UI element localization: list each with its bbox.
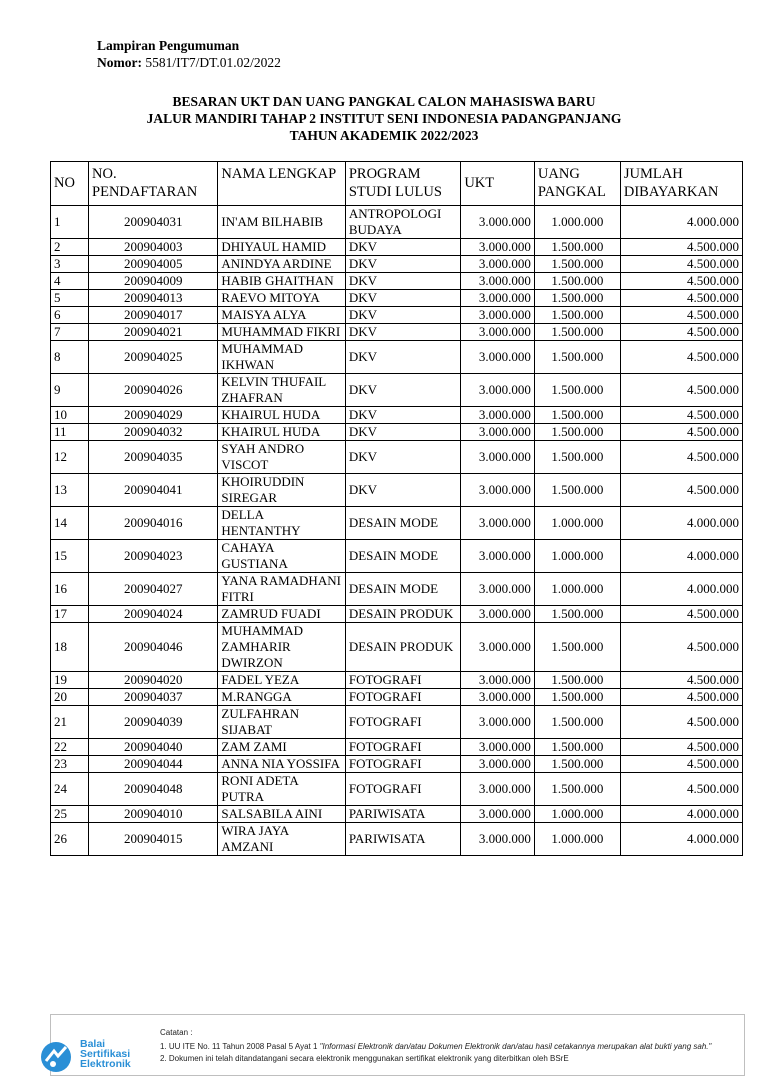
table-row bbox=[51, 256, 743, 273]
row-uang-pangkal: 1.000.000 bbox=[534, 206, 620, 239]
row-registration-number: 200904027 bbox=[89, 573, 218, 606]
row-study-program: FOTOGRAFI bbox=[345, 689, 460, 706]
row-total-payable: 4.500.000 bbox=[620, 441, 742, 474]
row-total-payable: 4.000.000 bbox=[620, 507, 742, 540]
row-uang-pangkal: 1.500.000 bbox=[534, 290, 620, 307]
row-full-name: DHIYAUL HAMID bbox=[218, 239, 345, 256]
row-ukt: 3.000.000 bbox=[461, 507, 535, 540]
row-no: 15 bbox=[51, 540, 89, 573]
row-uang-pangkal: 1.000.000 bbox=[534, 823, 620, 856]
row-study-program: DKV bbox=[345, 374, 460, 407]
row-full-name: RAEVO MITOYA bbox=[218, 290, 345, 307]
note-2: 2. Dokumen ini telah ditandatangani secara elektronik menggunakan sertifikat elektronik yang diterbitkan oleh BSrE bbox=[160, 1054, 569, 1063]
row-ukt: 3.000.000 bbox=[461, 689, 535, 706]
table-header-row bbox=[51, 162, 743, 206]
row-registration-number: 200904010 bbox=[89, 806, 218, 823]
row-ukt: 3.000.000 bbox=[461, 474, 535, 507]
row-ukt: 3.000.000 bbox=[461, 756, 535, 773]
row-study-program: DESAIN PRODUK bbox=[345, 606, 460, 623]
row-registration-number: 200904003 bbox=[89, 239, 218, 256]
row-total-payable: 4.500.000 bbox=[620, 374, 742, 407]
row-registration-number: 200904037 bbox=[89, 689, 218, 706]
row-ukt: 3.000.000 bbox=[461, 623, 535, 672]
row-registration-number: 200904025 bbox=[89, 341, 218, 374]
row-uang-pangkal: 1.500.000 bbox=[534, 672, 620, 689]
row-full-name: RONI ADETA PUTRA bbox=[218, 773, 345, 806]
row-total-payable: 4.500.000 bbox=[620, 424, 742, 441]
nomor-line bbox=[97, 54, 281, 71]
nomor-value: 5581/IT7/DT.01.02/2022 bbox=[145, 55, 281, 70]
row-registration-number: 200904031 bbox=[89, 206, 218, 239]
row-total-payable: 4.500.000 bbox=[620, 672, 742, 689]
row-uang-pangkal: 1.500.000 bbox=[534, 706, 620, 739]
row-ukt: 3.000.000 bbox=[461, 773, 535, 806]
row-full-name: MUHAMMAD ZAMHARIR DWIRZON bbox=[218, 623, 345, 672]
row-study-program: DESAIN MODE bbox=[345, 540, 460, 573]
row-total-payable: 4.500.000 bbox=[620, 773, 742, 806]
row-uang-pangkal: 1.500.000 bbox=[534, 773, 620, 806]
row-registration-number: 200904017 bbox=[89, 307, 218, 324]
row-uang-pangkal: 1.500.000 bbox=[534, 273, 620, 290]
row-ukt: 3.000.000 bbox=[461, 273, 535, 290]
row-uang-pangkal: 1.000.000 bbox=[534, 806, 620, 823]
row-study-program: FOTOGRAFI bbox=[345, 706, 460, 739]
row-total-payable: 4.500.000 bbox=[620, 239, 742, 256]
row-total-payable: 4.500.000 bbox=[620, 324, 742, 341]
row-registration-number: 200904026 bbox=[89, 374, 218, 407]
row-study-program: DKV bbox=[345, 256, 460, 273]
row-full-name: ZULFAHRAN SIJABAT bbox=[218, 706, 345, 739]
table-row bbox=[51, 341, 743, 374]
row-full-name: CAHAYA GUSTIANA bbox=[218, 540, 345, 573]
table-row bbox=[51, 407, 743, 424]
row-ukt: 3.000.000 bbox=[461, 441, 535, 474]
logo-text-line-1: Balai bbox=[80, 1038, 106, 1050]
row-uang-pangkal: 1.500.000 bbox=[534, 239, 620, 256]
document-header bbox=[97, 37, 281, 71]
row-total-payable: 4.500.000 bbox=[620, 623, 742, 672]
title-line-2: JALUR MANDIRI TAHAP 2 INSTITUT SENI INDONESIA PADANGPANJANG bbox=[146, 111, 622, 126]
row-study-program: DKV bbox=[345, 441, 460, 474]
row-full-name: SYAH ANDRO VISCOT bbox=[218, 441, 345, 474]
row-full-name: IN'AM BILHABIB bbox=[218, 206, 345, 239]
table-row bbox=[51, 606, 743, 623]
row-uang-pangkal: 1.500.000 bbox=[534, 407, 620, 424]
row-study-program: ANTROPOLOGI BUDAYA bbox=[345, 206, 460, 239]
row-total-payable: 4.000.000 bbox=[620, 540, 742, 573]
table-row bbox=[51, 441, 743, 474]
table-row bbox=[51, 239, 743, 256]
row-ukt: 3.000.000 bbox=[461, 256, 535, 273]
table-row bbox=[51, 507, 743, 540]
row-ukt: 3.000.000 bbox=[461, 290, 535, 307]
row-no: 12 bbox=[51, 441, 89, 474]
row-no: 23 bbox=[51, 756, 89, 773]
row-uang-pangkal: 1.000.000 bbox=[534, 507, 620, 540]
row-total-payable: 4.500.000 bbox=[620, 756, 742, 773]
row-ukt: 3.000.000 bbox=[461, 324, 535, 341]
table-row bbox=[51, 706, 743, 739]
row-no: 20 bbox=[51, 689, 89, 706]
row-registration-number: 200904039 bbox=[89, 706, 218, 739]
row-no: 8 bbox=[51, 341, 89, 374]
row-full-name: ANNA NIA YOSSIFA bbox=[218, 756, 345, 773]
table-row bbox=[51, 739, 743, 756]
row-registration-number: 200904023 bbox=[89, 540, 218, 573]
row-total-payable: 4.500.000 bbox=[620, 474, 742, 507]
row-full-name: HABIB GHAITHAN bbox=[218, 273, 345, 290]
row-full-name: KHAIRUL HUDA bbox=[218, 407, 345, 424]
row-study-program: DKV bbox=[345, 307, 460, 324]
row-total-payable: 4.500.000 bbox=[620, 689, 742, 706]
row-uang-pangkal: 1.500.000 bbox=[534, 606, 620, 623]
row-full-name: ANINDYA ARDINE bbox=[218, 256, 345, 273]
row-uang-pangkal: 1.500.000 bbox=[534, 307, 620, 324]
row-registration-number: 200904044 bbox=[89, 756, 218, 773]
row-total-payable: 4.500.000 bbox=[620, 341, 742, 374]
row-no: 10 bbox=[51, 407, 89, 424]
document-title bbox=[0, 93, 768, 144]
row-uang-pangkal: 1.500.000 bbox=[534, 374, 620, 407]
row-ukt: 3.000.000 bbox=[461, 239, 535, 256]
row-full-name: M.RANGGA bbox=[218, 689, 345, 706]
row-no: 17 bbox=[51, 606, 89, 623]
lampiran-label: Lampiran Pengumuman bbox=[97, 38, 240, 53]
row-uang-pangkal: 1.500.000 bbox=[534, 256, 620, 273]
header-uang-pangkal: UANG PANGKAL bbox=[534, 162, 620, 206]
logo-text-line-2: Sertifikasi bbox=[80, 1048, 131, 1060]
title-line-3: TAHUN AKADEMIK 2022/2023 bbox=[289, 128, 479, 143]
row-full-name: FADEL YEZA bbox=[218, 672, 345, 689]
row-no: 13 bbox=[51, 474, 89, 507]
row-total-payable: 4.000.000 bbox=[620, 806, 742, 823]
row-ukt: 3.000.000 bbox=[461, 739, 535, 756]
table-row bbox=[51, 206, 743, 239]
logo-text-line-3: Elektronik bbox=[80, 1058, 131, 1070]
header-full-name: NAMA LENGKAP bbox=[218, 162, 345, 206]
header-registration-number: NO. PENDAFTARAN bbox=[89, 162, 218, 206]
table-row bbox=[51, 424, 743, 441]
row-study-program: DKV bbox=[345, 424, 460, 441]
row-registration-number: 200904009 bbox=[89, 273, 218, 290]
row-no: 3 bbox=[51, 256, 89, 273]
row-ukt: 3.000.000 bbox=[461, 540, 535, 573]
table-row bbox=[51, 806, 743, 823]
row-study-program: FOTOGRAFI bbox=[345, 672, 460, 689]
row-registration-number: 200904048 bbox=[89, 773, 218, 806]
row-no: 24 bbox=[51, 773, 89, 806]
row-ukt: 3.000.000 bbox=[461, 341, 535, 374]
row-no: 22 bbox=[51, 739, 89, 756]
header-total-payable: JUMLAH DIBAYARKAN bbox=[620, 162, 742, 206]
row-study-program: PARIWISATA bbox=[345, 823, 460, 856]
row-full-name: KELVIN THUFAIL ZHAFRAN bbox=[218, 374, 345, 407]
row-registration-number: 200904024 bbox=[89, 606, 218, 623]
table-row bbox=[51, 540, 743, 573]
row-full-name: YANA RAMADHANI FITRI bbox=[218, 573, 345, 606]
table-row bbox=[51, 290, 743, 307]
table-row bbox=[51, 623, 743, 672]
row-registration-number: 200904013 bbox=[89, 290, 218, 307]
row-ukt: 3.000.000 bbox=[461, 407, 535, 424]
row-ukt: 3.000.000 bbox=[461, 806, 535, 823]
row-registration-number: 200904005 bbox=[89, 256, 218, 273]
row-uang-pangkal: 1.500.000 bbox=[534, 739, 620, 756]
note-1-prefix: 1. UU ITE No. 11 Tahun 2008 Pasal 5 Ayat 1 bbox=[160, 1042, 320, 1051]
row-ukt: 3.000.000 bbox=[461, 374, 535, 407]
row-no: 18 bbox=[51, 623, 89, 672]
row-study-program: DESAIN MODE bbox=[345, 573, 460, 606]
row-ukt: 3.000.000 bbox=[461, 706, 535, 739]
row-full-name: ZAMRUD FUADI bbox=[218, 606, 345, 623]
row-no: 4 bbox=[51, 273, 89, 290]
row-registration-number: 200904032 bbox=[89, 424, 218, 441]
row-no: 19 bbox=[51, 672, 89, 689]
row-ukt: 3.000.000 bbox=[461, 307, 535, 324]
table-row bbox=[51, 307, 743, 324]
table-row bbox=[51, 773, 743, 806]
row-total-payable: 4.500.000 bbox=[620, 407, 742, 424]
row-ukt: 3.000.000 bbox=[461, 424, 535, 441]
row-uang-pangkal: 1.500.000 bbox=[534, 756, 620, 773]
row-study-program: PARIWISATA bbox=[345, 806, 460, 823]
row-no: 2 bbox=[51, 239, 89, 256]
row-registration-number: 200904041 bbox=[89, 474, 218, 507]
table-row bbox=[51, 573, 743, 606]
row-total-payable: 4.500.000 bbox=[620, 273, 742, 290]
row-ukt: 3.000.000 bbox=[461, 672, 535, 689]
row-full-name: MUHAMMAD FIKRI bbox=[218, 324, 345, 341]
row-study-program: DKV bbox=[345, 239, 460, 256]
row-no: 26 bbox=[51, 823, 89, 856]
footer-notes bbox=[160, 1027, 711, 1065]
row-full-name: DELLA HENTANTHY bbox=[218, 507, 345, 540]
row-registration-number: 200904040 bbox=[89, 739, 218, 756]
row-registration-number: 200904029 bbox=[89, 407, 218, 424]
row-study-program: DKV bbox=[345, 407, 460, 424]
note-1 bbox=[160, 1041, 711, 1053]
row-registration-number: 200904021 bbox=[89, 324, 218, 341]
row-ukt: 3.000.000 bbox=[461, 573, 535, 606]
table-row bbox=[51, 273, 743, 290]
row-no: 11 bbox=[51, 424, 89, 441]
row-full-name: KHOIRUDDIN SIREGAR bbox=[218, 474, 345, 507]
row-no: 21 bbox=[51, 706, 89, 739]
row-full-name: MAISYA ALYA bbox=[218, 307, 345, 324]
row-registration-number: 200904020 bbox=[89, 672, 218, 689]
row-no: 6 bbox=[51, 307, 89, 324]
header-ukt: UKT bbox=[461, 162, 535, 206]
row-ukt: 3.000.000 bbox=[461, 823, 535, 856]
row-no: 14 bbox=[51, 507, 89, 540]
row-uang-pangkal: 1.500.000 bbox=[534, 623, 620, 672]
row-study-program: DESAIN MODE bbox=[345, 507, 460, 540]
row-ukt: 3.000.000 bbox=[461, 606, 535, 623]
row-uang-pangkal: 1.500.000 bbox=[534, 324, 620, 341]
row-registration-number: 200904035 bbox=[89, 441, 218, 474]
row-uang-pangkal: 1.000.000 bbox=[534, 540, 620, 573]
nomor-label: Nomor: bbox=[97, 55, 142, 70]
note-1-quote: "Informasi Elektronik dan/atau Dokumen Elektronik dan/atau hasil cetakannya merupakan alat bukti yang sah." bbox=[319, 1042, 712, 1051]
row-registration-number: 200904015 bbox=[89, 823, 218, 856]
row-no: 9 bbox=[51, 374, 89, 407]
table-row bbox=[51, 324, 743, 341]
fee-table bbox=[50, 161, 743, 856]
row-ukt: 3.000.000 bbox=[461, 206, 535, 239]
row-study-program: DKV bbox=[345, 474, 460, 507]
row-total-payable: 4.500.000 bbox=[620, 606, 742, 623]
header-study-program: PROGRAM STUDI LULUS bbox=[345, 162, 460, 206]
title-line-1: BESARAN UKT DAN UANG PANGKAL CALON MAHASISWA BARU bbox=[172, 94, 596, 109]
row-no: 25 bbox=[51, 806, 89, 823]
row-full-name: WIRA JAYA AMZANI bbox=[218, 823, 345, 856]
row-full-name: MUHAMMAD IKHWAN bbox=[218, 341, 345, 374]
row-uang-pangkal: 1.500.000 bbox=[534, 424, 620, 441]
row-uang-pangkal: 1.000.000 bbox=[534, 573, 620, 606]
row-total-payable: 4.500.000 bbox=[620, 256, 742, 273]
row-total-payable: 4.500.000 bbox=[620, 739, 742, 756]
table-row bbox=[51, 689, 743, 706]
row-uang-pangkal: 1.500.000 bbox=[534, 689, 620, 706]
row-full-name: ZAM ZAMI bbox=[218, 739, 345, 756]
row-study-program: DKV bbox=[345, 341, 460, 374]
table-row bbox=[51, 823, 743, 856]
row-study-program: FOTOGRAFI bbox=[345, 773, 460, 806]
row-registration-number: 200904046 bbox=[89, 623, 218, 672]
table-row bbox=[51, 374, 743, 407]
table-row bbox=[51, 474, 743, 507]
row-study-program: DKV bbox=[345, 290, 460, 307]
row-study-program: DKV bbox=[345, 273, 460, 290]
row-full-name: SALSABILA AINI bbox=[218, 806, 345, 823]
row-total-payable: 4.000.000 bbox=[620, 823, 742, 856]
row-study-program: DESAIN PRODUK bbox=[345, 623, 460, 672]
row-total-payable: 4.500.000 bbox=[620, 706, 742, 739]
row-study-program: FOTOGRAFI bbox=[345, 756, 460, 773]
row-total-payable: 4.500.000 bbox=[620, 307, 742, 324]
notes-heading: Catatan : bbox=[160, 1028, 193, 1037]
row-total-payable: 4.500.000 bbox=[620, 290, 742, 307]
row-total-payable: 4.000.000 bbox=[620, 206, 742, 239]
row-full-name: KHAIRUL HUDA bbox=[218, 424, 345, 441]
table-row bbox=[51, 672, 743, 689]
row-uang-pangkal: 1.500.000 bbox=[534, 474, 620, 507]
row-no: 5 bbox=[51, 290, 89, 307]
row-no: 7 bbox=[51, 324, 89, 341]
row-uang-pangkal: 1.500.000 bbox=[534, 441, 620, 474]
row-registration-number: 200904016 bbox=[89, 507, 218, 540]
row-study-program: DKV bbox=[345, 324, 460, 341]
header-no: NO bbox=[51, 162, 89, 206]
bsre-logo-text bbox=[80, 1039, 131, 1069]
row-uang-pangkal: 1.500.000 bbox=[534, 341, 620, 374]
row-no: 1 bbox=[51, 206, 89, 239]
table-row bbox=[51, 756, 743, 773]
row-total-payable: 4.000.000 bbox=[620, 573, 742, 606]
row-study-program: FOTOGRAFI bbox=[345, 739, 460, 756]
row-no: 16 bbox=[51, 573, 89, 606]
